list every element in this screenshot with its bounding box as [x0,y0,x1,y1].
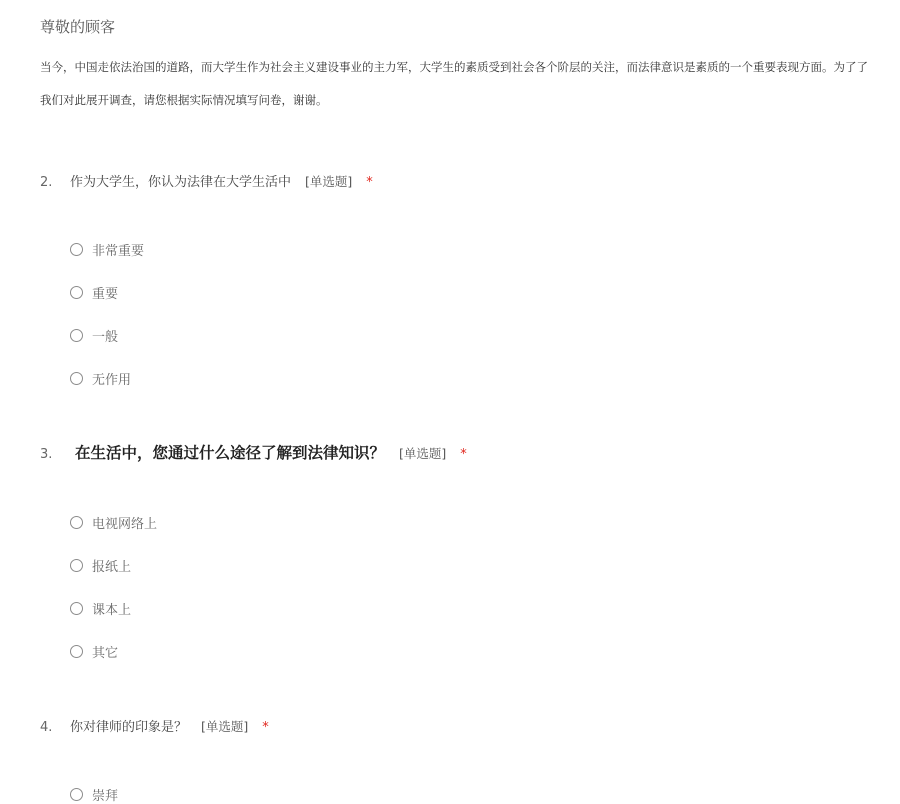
required-marker: * [262,720,269,735]
intro-text-line-2: 我们对此展开调查，请您根据实际情况填写问卷，谢谢。 [40,93,328,107]
question-4-option-1[interactable] [70,785,118,804]
greeting-heading: 尊敬的顾客 [40,18,116,36]
question-type-label: [单选题] [305,174,353,189]
option-label[interactable]: 报纸上 [92,560,132,575]
question-text: 你对律师的印象是？ [70,720,188,735]
question-3-option-2[interactable] [70,556,131,575]
question-3-title [40,441,467,463]
option-label[interactable]: 电视网络上 [92,517,158,532]
question-2-option-3[interactable] [70,326,118,345]
question-2-option-1[interactable] [70,240,144,259]
question-4-title [40,716,269,735]
radio-button[interactable] [70,602,83,615]
question-text: 作为大学生，你认为法律在大学生活中 [70,175,292,190]
radio-button[interactable] [70,645,83,658]
question-3-option-1[interactable] [70,513,157,532]
radio-button[interactable] [70,329,83,342]
option-label[interactable]: 无作用 [92,373,132,388]
option-label[interactable]: 一般 [92,330,119,345]
question-3-option-3[interactable] [70,599,131,618]
radio-button[interactable] [70,372,83,385]
intro-text-line-1: 当今，中国走依法治国的道路，而大学生作为社会主义建设事业的主力军，大学生的素质受到社会各个阶层的关注，而法律意识是素质的一个重要表现方面。为了了 [40,60,868,74]
question-3-option-4[interactable] [70,642,118,661]
option-label[interactable]: 其它 [92,646,119,661]
radio-button[interactable] [70,559,83,572]
radio-button[interactable] [70,243,83,256]
option-label[interactable]: 崇拜 [92,789,119,804]
radio-button[interactable] [70,788,83,801]
required-marker: * [366,175,373,190]
required-marker: * [460,447,467,462]
question-2-option-2[interactable] [70,283,118,302]
question-number: 3. [40,447,53,462]
option-label[interactable]: 非常重要 [92,244,145,259]
question-type-label: [单选题] [201,719,249,734]
question-type-label: [单选题] [399,446,447,461]
question-number: 4. [40,720,53,735]
radio-button[interactable] [70,516,83,529]
question-text: 在生活中，您通过什么途径了解到法律知识？ [75,444,386,462]
radio-button[interactable] [70,286,83,299]
question-2-option-4[interactable] [70,369,131,388]
question-number: 2. [40,175,53,190]
option-label[interactable]: 课本上 [92,603,132,618]
option-label[interactable]: 重要 [92,287,119,302]
question-2-title [40,171,373,190]
